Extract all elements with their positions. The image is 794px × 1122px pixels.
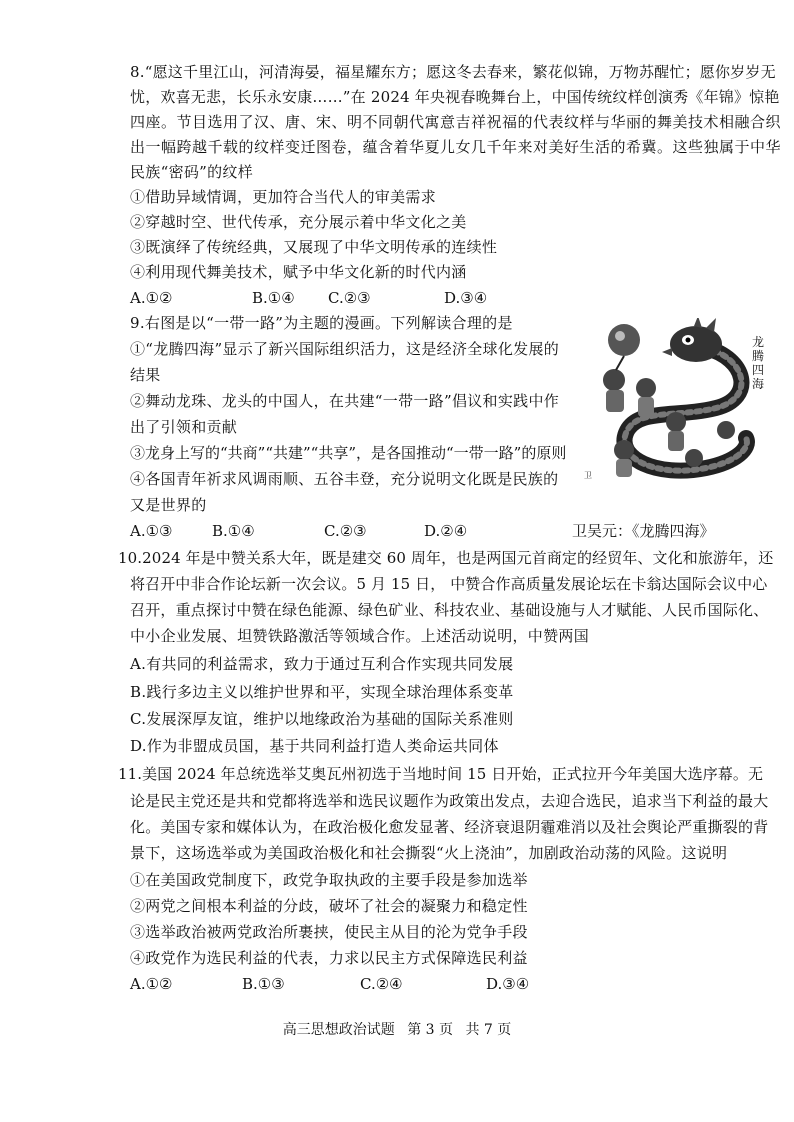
q8-stem-line: 民族“密码”的纹样	[130, 163, 254, 181]
q8-statement-1: ①借助异域情调，更加符合当代人的审美需求	[130, 188, 437, 206]
q11-option-a[interactable]: A.①②	[130, 975, 173, 993]
cartoon-title-char: 四	[752, 363, 765, 377]
q8-options	[0, 288, 794, 308]
q9-statement-4: ④各国青年祈求风调雨顺、五谷丰登，充分说明文化既是民族的	[130, 470, 559, 488]
q9-option-d[interactable]: D.②④	[424, 522, 468, 540]
q9-statement-1-cont: 结果	[130, 366, 161, 384]
q10-stem-line: 中小企业发展、坦赞铁路激活等领域合作。上述活动说明，中赞两国	[130, 627, 590, 645]
q9-statement-4-cont: 又是世界的	[130, 496, 207, 514]
q8-option-d[interactable]: D.③④	[444, 289, 488, 307]
q10-stem-line: 10.2024 年是中赞关系大年，既是建交 60 周年，也是两国元首商定的经贸年、文化和旅游年，还	[118, 549, 774, 567]
q8-stem-line: 忧，欢喜无悲，长乐永安康……”在 2024 年央视春晚舞台上，中国传统纹样创演秀《年锦》惊艳	[130, 88, 780, 106]
q9-statement-1: ①“龙腾四海”显示了新兴国际组织活力，这是经济全球化发展的	[130, 340, 560, 358]
q11-statement-4: ④政党作为选民利益的代表，力求以民主方式保障选民利益	[130, 949, 528, 967]
q9-statement-2: ②舞动龙珠、龙头的中国人，在共建“一带一路”倡议和实践中作	[130, 392, 560, 410]
footer-title: 高三思想政治试题	[282, 1022, 395, 1038]
q11-stem-line: 化。美国专家和媒体认为，在政治极化愈发显著、经济衰退阴霾难消以及社会舆论严重撕裂的背	[130, 818, 769, 836]
cartoon-title-char: 海	[752, 377, 765, 391]
q9-option-c[interactable]: C.②③	[324, 522, 367, 540]
q11-stem-line: 11.美国 2024 年总统选举艾奥瓦州初选于当地时间 15 日开始，正式拉开今年美国大选序幕。无	[118, 765, 764, 783]
q8-statement-3: ③既演绎了传统经典，又展现了中华文明传承的连续性	[130, 238, 498, 256]
q9-stem: 9.右图是以“一带一路”为主题的漫画。下列解读合理的是	[130, 314, 513, 332]
q9-options	[0, 521, 794, 541]
q8-stem-line: 四座。节目选用了汉、唐、宋、明不同朝代寓意吉祥祝福的代表纹样与华丽的舞美技术相融合织	[130, 113, 782, 131]
q8-stem-line: 8.“愿这千里江山，河清海晏，福星耀东方；愿这冬去春来，繁花似锦，万物苏醒忙；愿你岁岁无	[130, 63, 776, 81]
q9-cartoon-caption: 卫吴元：《龙腾四海》	[572, 522, 715, 540]
dragon-cartoon-svg	[576, 318, 772, 490]
q10-stem-line: 召开，重点探讨中赞在绿色能源、绿色矿业、科技农业、基础设施与人才赋能、人民币国际化、	[130, 601, 769, 619]
q11-option-b[interactable]: B.①③	[242, 975, 285, 993]
q11-statement-1: ①在美国政党制度下，政党争取执政的主要手段是参加选举	[130, 871, 528, 889]
q11-options	[0, 974, 794, 994]
q8-option-c[interactable]: C.②③	[328, 289, 371, 307]
q10-option-d[interactable]: D.作为非盟成员国，基于共同利益打造人类命运共同体	[130, 737, 499, 755]
dragon-cartoon-image	[576, 318, 772, 490]
q9-statement-3: ③龙身上写的“共商”“共建”“共享”，是各国推动“一带一路”的原则	[130, 444, 567, 462]
q9-option-b[interactable]: B.①④	[212, 522, 255, 540]
footer-total-pages: 共 7 页	[465, 1022, 512, 1038]
q11-stem-line: 景下，这场选举或为美国政治极化和社会撕裂“火上浇油”，加剧政治动荡的风险。这说明	[130, 844, 728, 862]
q8-option-a[interactable]: A.①②	[130, 289, 173, 307]
q10-option-a[interactable]: A.有共同的利益需求，致力于通过互利合作实现共同发展	[130, 655, 514, 673]
q10-option-c[interactable]: C.发展深厚友谊，维护以地缘政治为基础的国际关系准则	[130, 710, 514, 728]
q11-statement-2: ②两党之间根本利益的分歧，破坏了社会的凝聚力和稳定性	[130, 897, 528, 915]
q11-statement-3: ③选举政治被两党政治所裹挟，使民主从目的沦为党争手段	[130, 923, 528, 941]
q10-option-b[interactable]: B.践行多边主义以维护世界和平，实现全球治理体系变革	[130, 683, 514, 701]
q8-statement-4: ④利用现代舞美技术，赋予中华文化新的时代内涵	[130, 263, 467, 281]
q10-stem-line: 将召开中非合作论坛新一次会议。5 月 15 日， 中赞合作高质量发展论坛在卡翁达国际会议中心	[130, 575, 768, 593]
cartoon-title-char: 腾	[752, 349, 765, 363]
q11-option-d[interactable]: D.③④	[486, 975, 530, 993]
q8-statement-2: ②穿越时空、世代传承，充分展示着中华文化之美	[130, 213, 467, 231]
q9-statement-2-cont: 出了引领和贡献	[130, 418, 238, 436]
q11-stem-line: 论是民主党还是共和党都将选举和选民议题作为政策出发点，去迎合选民，追求当下利益的最大	[130, 792, 769, 810]
q9-option-a[interactable]: A.①③	[130, 522, 173, 540]
cartoon-signature: 卫	[584, 471, 592, 480]
cartoon-title-char: 龙	[752, 335, 765, 349]
q8-option-b[interactable]: B.①④	[252, 289, 295, 307]
page-footer	[0, 1020, 794, 1040]
q8-stem-line: 出一幅跨越千载的纹样变迁图卷，蕴含着华夏儿女几千年来对美好生活的希冀。这些独属于中华	[130, 138, 782, 156]
footer-page-number: 第 3 页	[407, 1022, 453, 1038]
q11-option-c[interactable]: C.②④	[360, 975, 403, 993]
